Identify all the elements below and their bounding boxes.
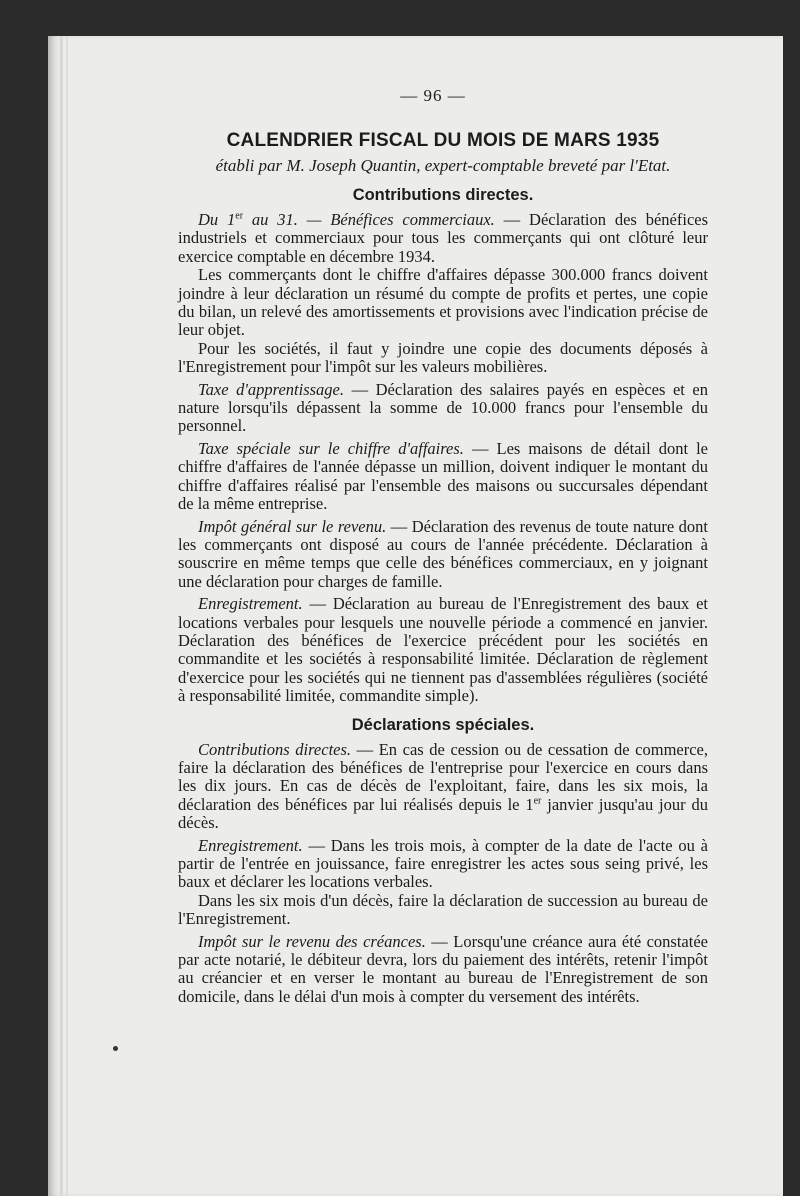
ink-dot: [113, 1046, 118, 1051]
paragraph: [178, 211, 708, 266]
paragraph: Les commerçants dont le chiffre d'affaires dépasse 300.000 francs doivent joindre à leur déclaration un résumé du compte de profits et pertes, une copie du bilan, un relevé des amortissements et provisions avec l'indication précise de leur objet.: [178, 265, 708, 340]
section-heading: Déclarations spéciales.: [351, 715, 535, 734]
paragraph-text: — Les maisons de détail dont le chiffre d'affaires de l'année dépasse un million, doivent indiquer le montant du chiffre d'affaires réalisé par l'ensemble des maisons ou succursales dépendant de la même entreprise.: [178, 438, 709, 514]
paragraph-text: — Déclaration au bureau de l'Enregistrement des baux et locations verbales pour lesquels une nouvelle période a commencé en janvier. Déclaration des bénéfices de l'exercice précédent pour les sociétés en commandite et les sociétés à responsabilité limitée. Déclaration de règlement d'exercice pour les sociétés qui ne tiennent pas d'assemblées régulières (société à responsabilité limitée, commandite simple).: [178, 594, 708, 706]
page-content: [178, 86, 708, 1006]
paragraph-text: — Dans les trois mois, à compter de la date de l'acte ou à partir de l'entrée en jouissance, faire enregistrer les actes sous seing privé, les baux et déclarer les locations verbales.: [178, 835, 708, 892]
paragraph-term: Enregistrement.: [198, 594, 303, 614]
paragraph-text: — Lorsqu'une créance aura été constatée par acte notarié, le débiteur devra, lors du paiement des intérêts, retenir l'impôt au créancier et en verser le montant au bureau de l'Enregistrement de son domicile, dans le délai d'un mois à compter du versement des intérêts.: [178, 931, 708, 1006]
paragraph: Dans les six mois d'un décès, faire la déclaration de succession au bureau de l'Enregistrement.: [178, 890, 708, 929]
paragraph-term: Contributions directes.: [198, 739, 352, 759]
paragraph-term: Taxe d'apprentissage.: [198, 379, 344, 399]
paragraph: [178, 741, 708, 833]
paragraph: [178, 837, 708, 892]
date-range-end: au 31. —: [243, 210, 331, 229]
paragraph: [178, 440, 708, 514]
page-edge: [60, 36, 63, 1196]
paragraph-term: Taxe spéciale sur le chiffre d'affaires.: [198, 438, 464, 458]
page-edge: [66, 36, 68, 1196]
paragraph-text: — Déclaration des bénéfices industriels et commerciaux pour tous les commerçants qui ont clôturé leur exercice comptable en décembre 1934.: [178, 210, 709, 266]
section-heading: Contributions directes.: [352, 186, 534, 204]
paragraph: [178, 933, 708, 1007]
paragraph: [178, 595, 708, 705]
document-subtitle: établi par M. Joseph Quantin, expert-comptable breveté par l'Etat.: [215, 156, 671, 175]
date-range-start: Du 1: [198, 210, 236, 229]
paragraph: [178, 518, 708, 592]
paragraph-term: Enregistrement.: [198, 835, 303, 855]
paragraph: [178, 381, 708, 436]
page-number: — 96 —: [400, 86, 466, 105]
paragraph-term: Impôt général sur le revenu.: [198, 516, 387, 536]
paragraph: Pour les sociétés, il faut y joindre une copie des documents déposés à l'Enregistrement pour l'impôt sur les valeurs mobilières.: [178, 338, 708, 377]
paragraph-text: — Déclaration des revenus de toute nature dont les commerçants ont disposé au cours de l'année précédente. Déclaration à souscrire en même temps que celle des bénéfices commerciaux, en y joignant une déclaration pour charges de famille.: [178, 516, 708, 591]
paragraph-text: janvier jusqu'au jour du décès.: [178, 794, 708, 833]
paragraph-term: Impôt sur le revenu des créances.: [198, 931, 426, 951]
paragraph-text: — En cas de cession ou de cessation de commerce, faire la déclaration des bénéfices de l'entreprise pour l'exercice en cours dans les dix jours. En cas de décès de l'exploitant, faire, dans les six mois, la déclaration des bénéfices par lui réalisés depuis le 1: [178, 739, 708, 814]
paragraph-text: — Déclaration des salaires payés en espèces et en nature lorsqu'ils dépassent la somme de 10.000 francs pour l'ensemble du personnel.: [178, 379, 708, 436]
ordinal-suffix: er: [235, 210, 244, 222]
document-title: CALENDRIER FISCAL DU MOIS DE MARS 1935: [226, 130, 660, 151]
paragraph-term: Bénéfices commerciaux.: [330, 210, 495, 229]
ordinal-suffix: er: [533, 795, 542, 807]
